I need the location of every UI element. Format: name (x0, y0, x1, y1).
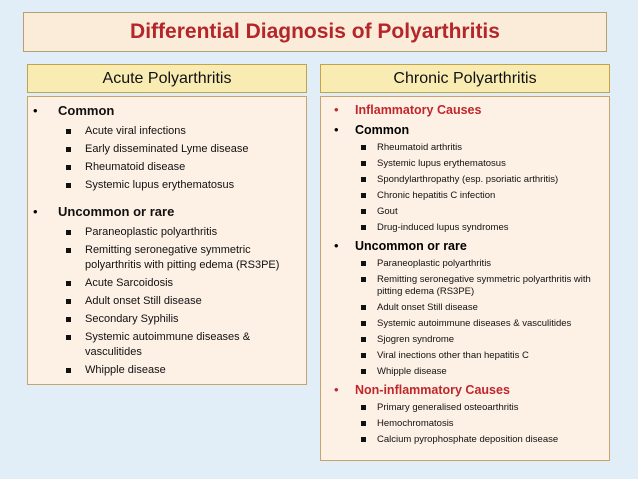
list-item (355, 142, 609, 154)
list-item (58, 225, 306, 240)
chronic-panel (320, 96, 610, 461)
square-bullet-icon (361, 193, 366, 198)
chronic-group-list (321, 102, 609, 446)
square-bullet-icon (66, 368, 71, 373)
list-item (355, 258, 609, 270)
chronic-group-common (321, 122, 609, 234)
square-bullet-icon (361, 261, 366, 266)
list-item-text: Adult onset Still disease (377, 302, 478, 313)
list-item (355, 434, 609, 446)
chronic-group-noninflammatory (321, 382, 609, 446)
square-bullet-icon (361, 277, 366, 282)
list-item (355, 158, 609, 170)
chronic-group-uncommon (321, 238, 609, 378)
square-bullet-icon (66, 129, 71, 134)
acute-group-label: Common (58, 103, 115, 118)
list-item-text: Secondary Syphilis (85, 313, 179, 325)
list-item-text: Paraneoplastic polyarthritis (85, 226, 218, 238)
bullet: • (33, 204, 38, 219)
page-title: Differential Diagnosis of Polyarthritis (23, 12, 607, 52)
list-item-text: Systemic autoimmune diseases & vasculitides (85, 331, 251, 358)
list-item (58, 330, 306, 360)
list-item-text: Sjogren syndrome (377, 334, 455, 345)
acute-group-uncommon (28, 204, 306, 378)
list-item-text: Drug-induced lupus syndromes (377, 222, 509, 233)
list-item (58, 243, 306, 273)
list-item (58, 178, 306, 193)
square-bullet-icon (66, 248, 71, 253)
list-item-text: Hemochromatosis (377, 418, 454, 429)
list-item-text: Chronic hepatitis C infection (377, 190, 496, 201)
list-item (58, 276, 306, 291)
acute-group-list (28, 103, 306, 378)
chronic-group-label: Common (355, 123, 410, 137)
acute-column-header: Acute Polyarthritis (27, 64, 307, 93)
list-item-text: Acute viral infections (85, 125, 186, 137)
chronic-group-label: Inflammatory Causes (355, 103, 482, 117)
list-item (58, 312, 306, 327)
square-bullet-icon (361, 305, 366, 310)
square-bullet-icon (361, 145, 366, 150)
list-item (58, 124, 306, 139)
list-item-text: Whipple disease (85, 364, 166, 376)
acute-panel (27, 96, 307, 385)
list-item (355, 402, 609, 414)
bullet: • (33, 103, 38, 118)
bullet: • (334, 102, 339, 117)
list-item-text: Systemic lupus erythematosus (85, 179, 235, 191)
bullet: • (334, 382, 339, 397)
square-bullet-icon (361, 421, 366, 426)
chronic-column-header: Chronic Polyarthritis (320, 64, 610, 93)
square-bullet-icon (66, 299, 71, 304)
list-item (355, 418, 609, 430)
list-item-text: Primary generalised osteoarthritis (377, 402, 519, 413)
list-item-text: Acute Sarcoidosis (85, 277, 174, 289)
list-item (58, 160, 306, 175)
list-item (58, 142, 306, 157)
square-bullet-icon (66, 147, 71, 152)
list-item-text: Spondylarthropathy (esp. psoriatic arthritis) (377, 174, 559, 185)
list-item (58, 294, 306, 309)
list-item-text: Systemic lupus erythematosus (377, 158, 506, 169)
square-bullet-icon (361, 337, 366, 342)
square-bullet-icon (361, 209, 366, 214)
square-bullet-icon (361, 321, 366, 326)
square-bullet-icon (361, 437, 366, 442)
square-bullet-icon (361, 177, 366, 182)
bullet: • (334, 238, 339, 253)
list-item-text: Paraneoplastic polyarthritis (377, 258, 492, 269)
square-bullet-icon (66, 281, 71, 286)
chronic-group-inflammatory (321, 102, 609, 119)
square-bullet-icon (361, 353, 366, 358)
square-bullet-icon (66, 165, 71, 170)
list-item (58, 363, 306, 378)
list-item (355, 350, 609, 362)
square-bullet-icon (66, 183, 71, 188)
list-item-text: Whipple disease (377, 366, 447, 377)
square-bullet-icon (361, 225, 366, 230)
list-item (355, 222, 609, 234)
list-item-text: Calcium pyrophosphate deposition disease (377, 434, 559, 445)
list-item (355, 334, 609, 346)
list-item (355, 366, 609, 378)
square-bullet-icon (66, 335, 71, 340)
list-item-text: Systemic autoimmune diseases & vasculitides (377, 318, 572, 329)
acute-group-label: Uncommon or rare (58, 204, 175, 219)
list-item-text: Adult onset Still disease (85, 295, 202, 307)
acute-group-common (28, 103, 306, 193)
list-item (355, 318, 609, 330)
list-item-text: Rheumatoid disease (85, 161, 186, 173)
list-item-text: Remitting seronegative symmetric polyarthritis with pitting edema (RS3PE) (85, 244, 280, 271)
square-bullet-icon (361, 161, 366, 166)
list-item (355, 302, 609, 314)
list-item-text: Remitting seronegative symmetric polyarthritis with pitting edema (RS3PE) (377, 274, 591, 297)
bullet: • (334, 122, 339, 137)
square-bullet-icon (361, 405, 366, 410)
list-item (355, 174, 609, 186)
list-item (355, 190, 609, 202)
square-bullet-icon (66, 317, 71, 322)
chronic-group-label: Uncommon or rare (355, 239, 467, 253)
list-item (355, 206, 609, 218)
chronic-group-label: Non-inflammatory Causes (355, 383, 510, 397)
square-bullet-icon (66, 230, 71, 235)
list-item-text: Gout (377, 206, 398, 217)
list-item (355, 274, 609, 298)
list-item-text: Rheumatoid arthritis (377, 142, 463, 153)
list-item-text: Viral inections other than hepatitis C (377, 350, 529, 361)
list-item-text: Early disseminated Lyme disease (85, 143, 249, 155)
square-bullet-icon (361, 369, 366, 374)
